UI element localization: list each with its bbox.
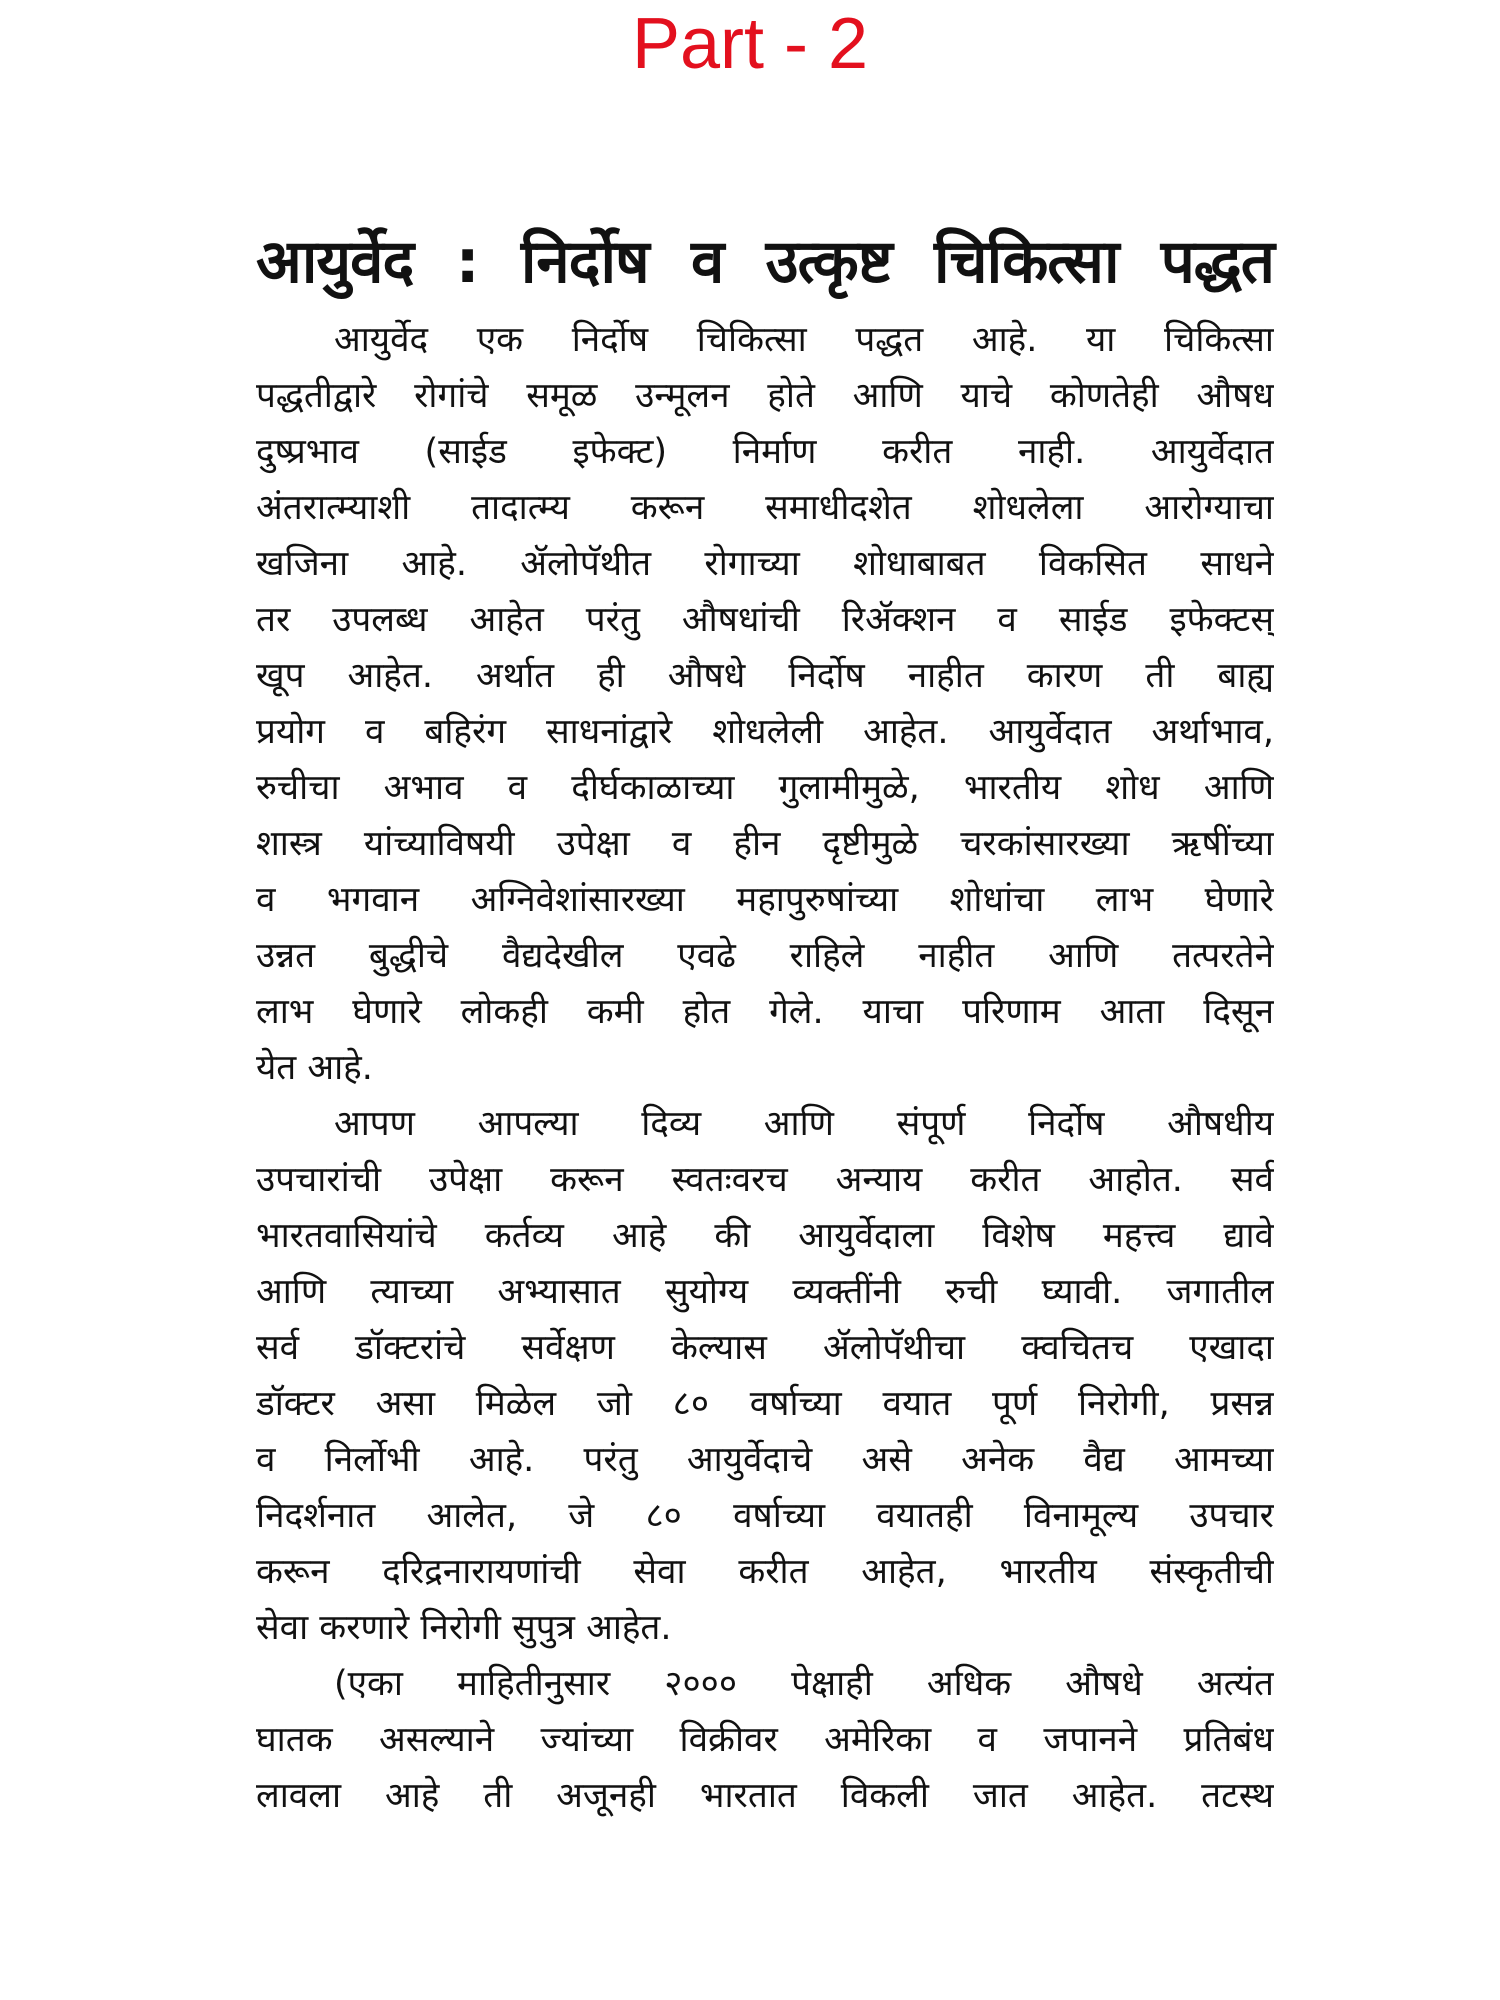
article-body [256, 312, 1274, 1824]
text-line: उन्नत बुद्धीचे वैद्यदेखील एवढे राहिले नाहीत आणि तत्परतेने [256, 936, 1274, 976]
paragraph [256, 1096, 1274, 1656]
text-line: (एका माहितीनुसार २००० पेक्षाही अधिक औषधे अत्यंत [334, 1664, 1274, 1704]
text-line: लाभ घेणारे लोकही कमी होत गेले. याचा परिणाम आता दिसून [256, 992, 1274, 1032]
text-line: व भगवान अग्निवेशांसारख्या महापुरुषांच्या शोधांचा लाभ घेणारे [256, 880, 1274, 920]
text-line: येत आहे. [256, 1048, 373, 1088]
text-line: खजिना आहे. ॲलोपॅथीत रोगाच्या शोधाबाबत विकसित साधने [256, 544, 1274, 584]
text-line: लावला आहे ती अजूनही भारतात विकली जात आहेत. तटस्थ [256, 1776, 1274, 1816]
text-line: करून दरिद्रनारायणांची सेवा करीत आहेत, भारतीय संस्कृतीची [256, 1552, 1274, 1592]
text-line: डॉक्टर असा मिळेल जो ८० वर्षाच्या वयात पूर्ण निरोगी, प्रसन्न [256, 1384, 1274, 1424]
text-line: प्रयोग व बहिरंग साधनांद्वारे शोधलेली आहेत. आयुर्वेदात अर्थाभाव, [256, 712, 1274, 752]
text-line: पद्धतीद्वारे रोगांचे समूळ उन्मूलन होते आणि याचे कोणतेही औषध [256, 376, 1274, 416]
text-line: भारतवासियांचे कर्तव्य आहे की आयुर्वेदाला विशेष महत्त्व द्यावे [256, 1216, 1274, 1256]
text-line: सर्व डॉक्टरांचे सर्वेक्षण केल्यास ॲलोपॅथीचा क्वचितच एखादा [256, 1328, 1274, 1368]
text-line: शास्त्र यांच्याविषयी उपेक्षा व हीन दृष्टीमुळे चरकांसारख्या ऋषींच्या [256, 824, 1274, 864]
text-line: अंतरात्म्याशी तादात्म्य करून समाधीदशेत शोधलेला आरोग्याचा [256, 488, 1274, 528]
part-label: Part - 2 [631, 4, 869, 84]
paragraph [256, 312, 1274, 1096]
text-line: निदर्शनात आलेत, जे ८० वर्षाच्या वयातही विनामूल्य उपचार [256, 1496, 1274, 1536]
text-line: उपचारांची उपेक्षा करून स्वतःवरच अन्याय करीत आहोत. सर्व [256, 1160, 1274, 1200]
text-line: रुचीचा अभाव व दीर्घकाळाच्या गुलामीमुळे, भारतीय शोध आणि [256, 768, 1274, 808]
text-line: आणि त्याच्या अभ्यासात सुयोग्य व्यक्तींनी रुची घ्यावी. जगातील [256, 1272, 1274, 1312]
text-line: दुष्प्रभाव (साईड इफेक्ट) निर्माण करीत नाही. आयुर्वेदात [256, 432, 1274, 472]
paragraph [256, 1656, 1274, 1824]
text-line: तर उपलब्ध आहेत परंतु औषधांची रिॲक्शन व साईड इफेक्टस् [256, 600, 1274, 640]
text-line: आपण आपल्या दिव्य आणि संपूर्ण निर्दोष औषधीय [334, 1104, 1274, 1144]
text-line: आयुर्वेद एक निर्दोष चिकित्सा पद्धत आहे. या चिकित्सा [334, 320, 1274, 360]
text-line: घातक असल्याने ज्यांच्या विक्रीवर अमेरिका व जपानने प्रतिबंध [256, 1720, 1274, 1760]
text-line: सेवा करणारे निरोगी सुपुत्र आहेत. [256, 1608, 672, 1648]
article-title: आयुर्वेद : निर्दोष व उत्कृष्ट चिकित्सा पद्धत [256, 227, 1274, 297]
text-line: व निर्लोभी आहे. परंतु आयुर्वेदाचे असे अनेक वैद्य आमच्या [256, 1440, 1274, 1480]
text-line: खूप आहेत. अर्थात ही औषधे निर्दोष नाहीत कारण ती बाह्य [256, 656, 1274, 696]
